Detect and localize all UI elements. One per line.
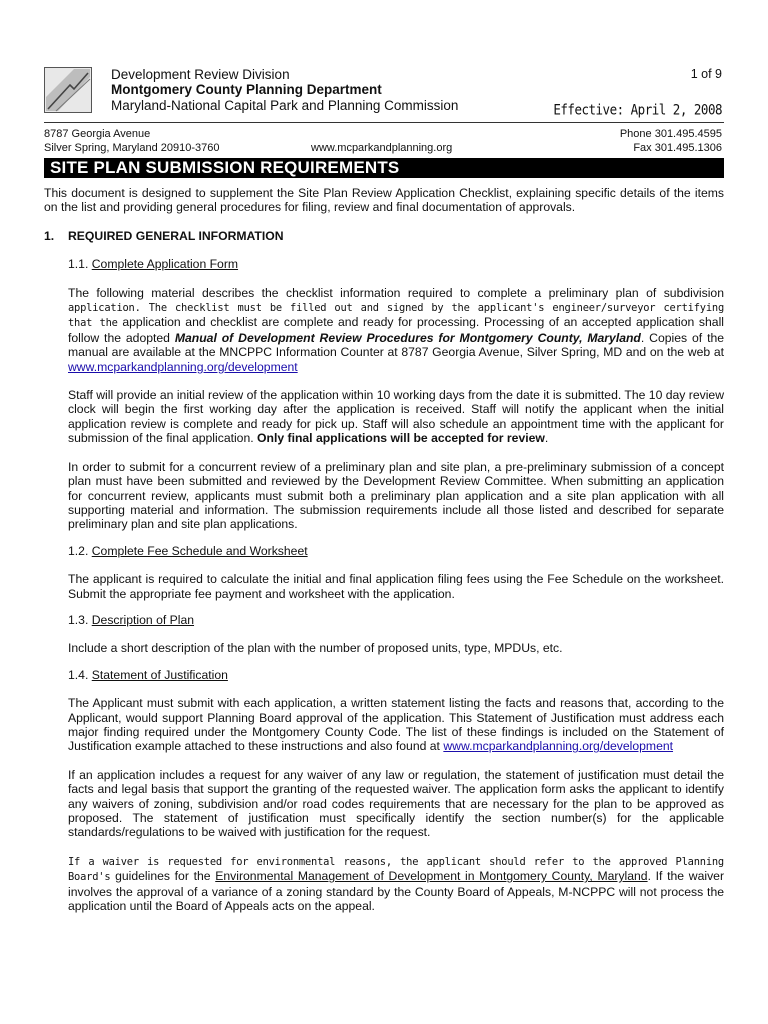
document-body [44,186,724,913]
para-text: . [544,431,549,446]
development-link[interactable]: www.mcparkandplanning.org/development [68,359,298,374]
phone-number: Phone 301.495.4595 [619,128,722,140]
environmental-guidelines-title: Environmental Management of Development in Montgomery County, Maryland [215,869,648,884]
document-title: SITE PLAN SUBMISSION REQUIREMENTS [44,158,724,178]
subsection-1-4-paragraph-3 [68,854,724,914]
city-address: Silver Spring, Maryland 20910-3760 [44,142,220,154]
subsection-1-1-paragraph-2 [68,388,724,446]
subsection-1-2-number: 1.2. [68,543,89,558]
header-divider [44,122,724,123]
para-text: The Applicant must submit with each application, a written statement listing the facts and reasons that, according to the Applicant, would support Planning Board approval of the application. This Statement of Justification must address each major finding required under the Montgomery County Code. The list of these findings is included on the Statement of Justification example attached to these instructions and also found at [68,696,724,754]
para-text: . Copies of the manual are available at the MNCPPC Information Counter at 8787 Georgia Avenue, Silver Spring, MD and on the web at [68,330,725,360]
para-text: guidelines for the [115,869,211,884]
subsection-1-2-title: Complete Fee Schedule and Worksheet [91,543,308,558]
section-1-heading [44,229,724,243]
final-applications-note: Only final applications will be accepted for review [257,431,545,446]
subsection-1-1-paragraph-1 [68,286,724,374]
page-number: 1 of 9 [690,67,722,81]
subsection-1-4-title: Statement of Justification [91,667,228,682]
para-text: application and checklist are complete and ready for processing. Processing of an accepted application shall follow the adopted [68,315,725,345]
subsection-1-4-paragraph-2: If an application includes a request for any waiver of any law or regulation, the statement of justification must detail the facts and legal basis that support the granting of the requested waiver. The application form asks the applicant to identify any waivers of zoning, subdivision and/or road codes requirements that are necessary for the plan to be approved as proposed. The statement of justification must specifically identify the section number(s) for the applicable standards/regulations to be waived with justification for the request. [68,767,724,840]
development-link[interactable]: www.mcparkandplanning.org/development [443,739,674,754]
subsection-1-3-heading [68,613,724,627]
subsection-1-3-title: Description of Plan [91,612,195,627]
subsection-1-3-number: 1.3. [68,612,89,627]
subsection-1-2-heading [68,544,724,558]
para-text: Staff will provide an initial review of the application within 10 working days from the date it is submitted. The 10 day review clock will begin the first working day after the application is received. Staff will notify the applicant when the initial application review is complete and ready for pick up. Staff will also schedule an appointment time with the applicant for submission of the final application. [68,388,724,446]
para-text: If a waiver is requested for environmental reasons, the applicant should refer to the approved Planning Board's [68,855,724,884]
intro-paragraph: This document is designed to supplement the Site Plan Review Application Checklist, explaining specific details of the items on the list and providing general procedures for filing, review and final documentation of approvals. [44,186,724,215]
section-1-title: REQUIRED GENERAL INFORMATION [68,228,284,243]
manual-title: Manual of Development Review Procedures for Montgomery County, Maryland [174,330,641,345]
effective-date: Effective: April 2, 2008 [553,101,722,118]
section-1-number: 1. [44,228,55,243]
commission-name: Maryland-National Capital Park and Planning Commission [111,98,459,113]
street-address: 8787 Georgia Avenue [44,128,151,140]
subsection-1-1-paragraph-3: In order to submit for a concurrent review of a preliminary plan and site plan, a pre-preliminary submission of a concept plan must have been submitted and reviewed by the Development Review Committee. When submitting an application for concurrent review, applicants must submit both a preliminary plan application and a site plan application with all supporting material and information. The submission requirements include all those listed and described for separate preliminary plan and site plan applications. [68,459,724,532]
subsection-1-1-number: 1.1. [68,257,89,272]
para-text: application. The checklist must be filled out and signed by the applicant's engineer/surveyor certifying that the [68,302,724,330]
subsection-1-1-title: Complete Application Form [91,257,239,272]
para-text: The following material describes the checklist information required to complete a preliminary plan of subdivision [68,285,724,300]
subsection-1-4-heading [68,668,724,682]
subsection-1-1-heading [68,257,724,271]
fax-number: Fax 301.495.1306 [633,142,722,154]
subsection-1-4-number: 1.4. [68,667,89,682]
website-address: www.mcparkandplanning.org [311,142,453,154]
subsection-1-2-paragraph-1: The applicant is required to calculate the initial and final application filing fees using the Fee Schedule on the worksheet. Submit the appropriate fee payment and worksheet with the application. [68,572,724,601]
para-text: . If the waiver involves the approval of a variance of a zoning standard by the County Board of Appeals, M-NCPPC will not process the application until the Board of Appeals acts on the appeal. [68,869,725,914]
commission-logo-icon [44,67,92,113]
department-name: Montgomery County Planning Department [111,82,382,97]
division-name: Development Review Division [111,67,290,82]
subsection-1-4-paragraph-1 [68,696,724,754]
subsection-1-3-paragraph-1: Include a short description of the plan with the number of proposed units, type, MPDUs, etc. [68,641,563,656]
